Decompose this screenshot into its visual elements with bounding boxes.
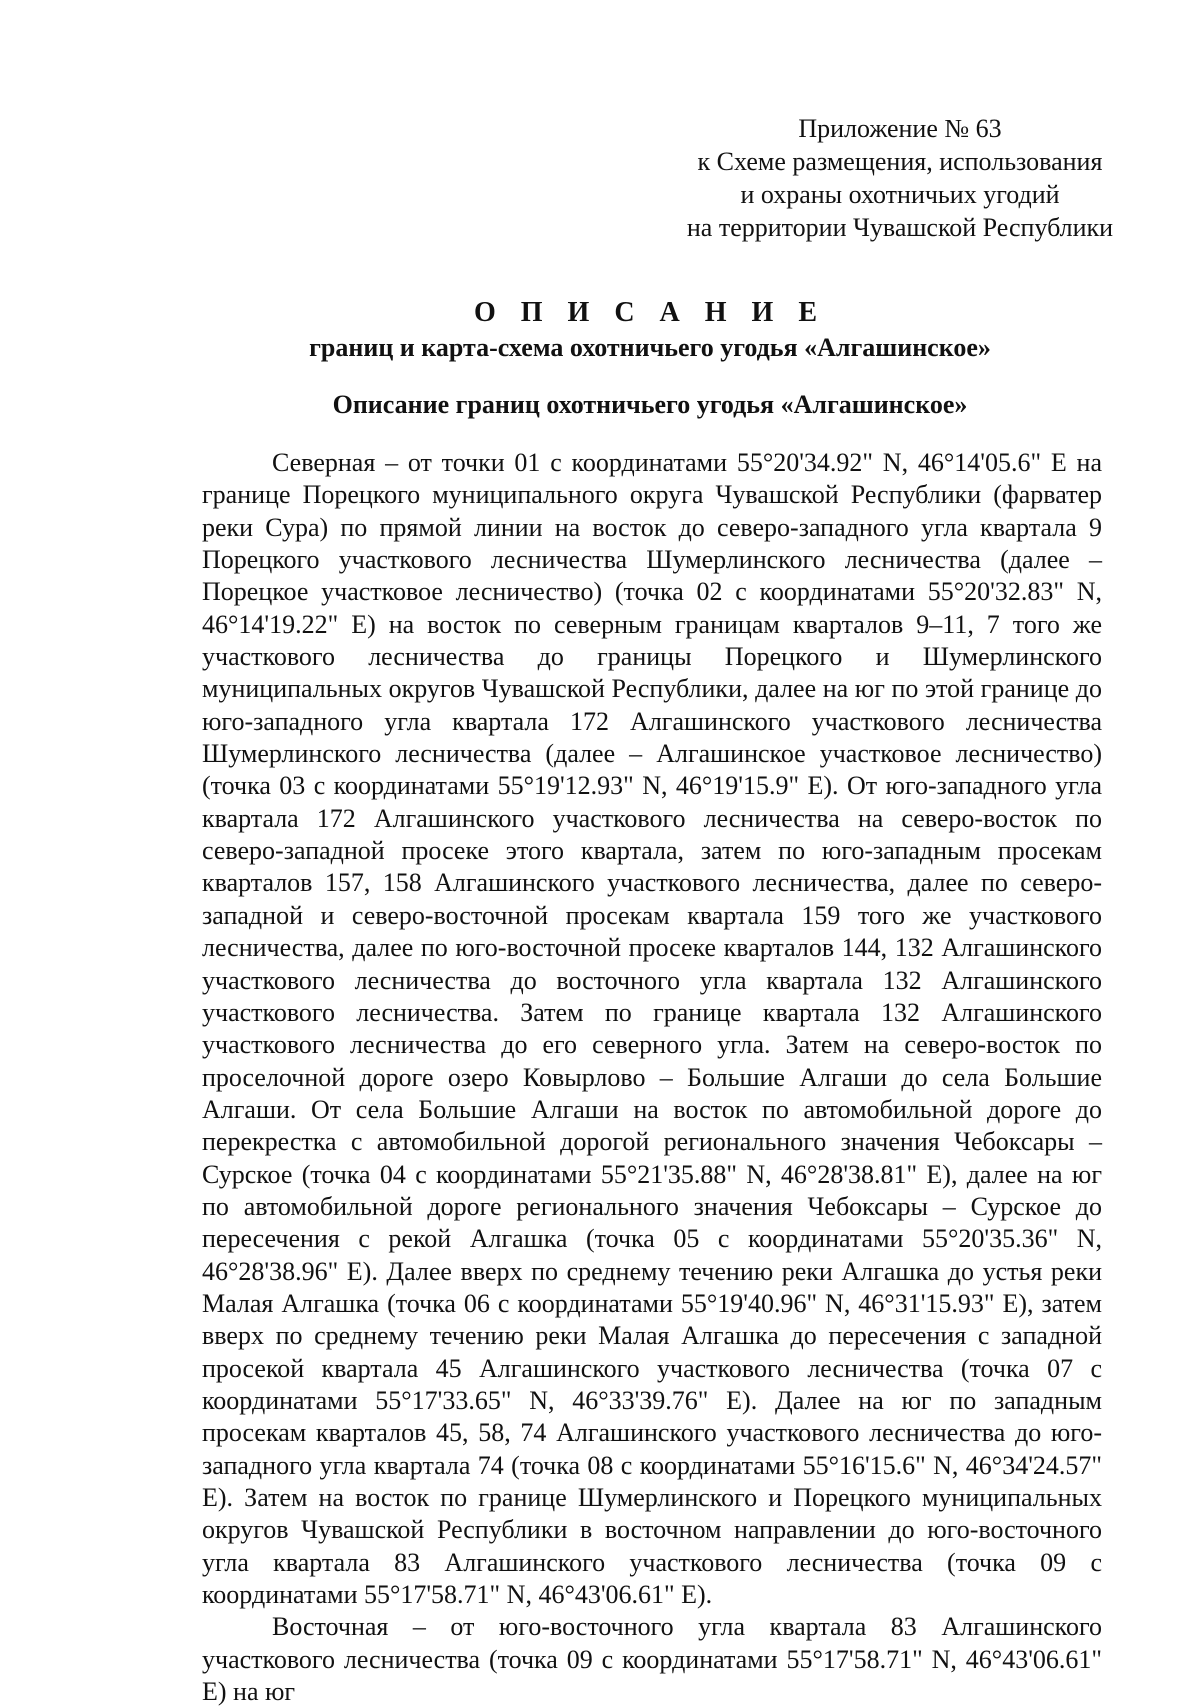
document-subtitle: границ и карта-схема охотничьего угодья «Алгашинское»	[309, 333, 991, 362]
appendix-line-number: Приложение № 63	[798, 114, 1002, 143]
appendix-line-territory: на территории Чувашской Республики	[686, 213, 1114, 242]
appendix-line-protection: и охраны охотничьих угодий	[740, 180, 1060, 209]
paragraph-northern-boundary: Северная – от точки 01 с координатами 55°20'34.92" N, 46°14'05.6" E на границе Порецкого муниципального округа Чувашской Республики (фарватер реки Сура) по прямой линии на восток до северо-западного угла квартала 9 Порецкого участкового лесничества Шумерлинского лесничества (далее – Порецкое участковое лесничество) (точка 02 с координатами 55°20'32.83" N, 46°14'19.22" E) на восток по северным границам кварталов 9–11, 7 того же участкового лесничества до границы Порецкого и Шумерлинского муниципальных округов Чувашской Республики, далее на юг по этой границе до юго-западного угла квартала 172 Алгашинского участкового лесничества Шумерлинского лесничества (далее – Алгашинское участковое лесничество) (точка 03 с координатами 55°19'12.93" N, 46°19'15.9" E). От юго-западного угла квартала 172 Алгашинского участкового лесничества на северо-восток по северо-западной просеке этого квартала, затем по юго-западным просекам кварталов 157, 158 Алгашинского участкового лесничества, далее по северо-западной и северо-восточной просекам квартала 159 того же участкового лесничества, далее по юго-восточной просеке кварталов 144, 132 Алгашинского участкового лесничества до восточного угла квартала 132 Алгашинского участкового лесничества. Затем по границе квартала 132 Алгашинского участкового лесничества до его северного угла. Затем на северо-восток по проселочной дороге озеро Ковырлово – Большие Алгаши до села Большие Алгаши. От села Большие Алгаши на восток по автомобильной дороге до перекрестка с автомобильной дорогой регионального значения Чебоксары – Сурское (точка 04 с координатами 55°21'35.88" N, 46°28'38.81" E), далее на юг по автомобильной дороге регионального значения Чебоксары – Сурское до пересечения с рекой Алгашка (точка 05 с координатами 55°20'35.36" N, 46°28'38.96" E). Далее вверх по среднему течению реки Алгашка до устья реки Малая Алгашка (точка 06 с координатами 55°19'40.96" N, 46°31'15.93" E), затем вверх по среднему течению реки Малая Алгашка до пересечения с западной просекой квартала 45 Алгашинского участкового лесничества (точка 07 с координатами 55°17'33.65" N, 46°33'39.76" E). Далее на юг по западным просекам кварталов 45, 58, 74 Алгашинского участкового лесничества до юго-западного угла квартала 74 (точка 08 с координатами 55°16'15.6" N, 46°34'24.57" E). Затем на восток по границе Шумерлинского и Порецкого муниципальных округов Чувашской Республики в восточном направлении до юго-восточного угла квартала 83 Алгашинского участкового лесничества (точка 09 с координатами 55°17'58.71" N, 46°43'06.61" E).	[202, 448, 1102, 1610]
appendix-block	[660, 112, 1140, 244]
section-body	[202, 447, 1102, 1708]
document-title: О П И С А Н И Е	[473, 297, 826, 328]
paragraph-eastern-boundary: Восточная – от юго-восточного угла квартала 83 Алгашинского участкового лесничества (точка 09 с координатами 55°17'58.71" N, 46°43'06.61" E) на юг	[202, 1612, 1102, 1707]
appendix-line-scheme: к Схеме размещения, использования	[697, 147, 1103, 176]
section-heading: Описание границ охотничьего угодья «Алгашинское»	[332, 390, 968, 419]
